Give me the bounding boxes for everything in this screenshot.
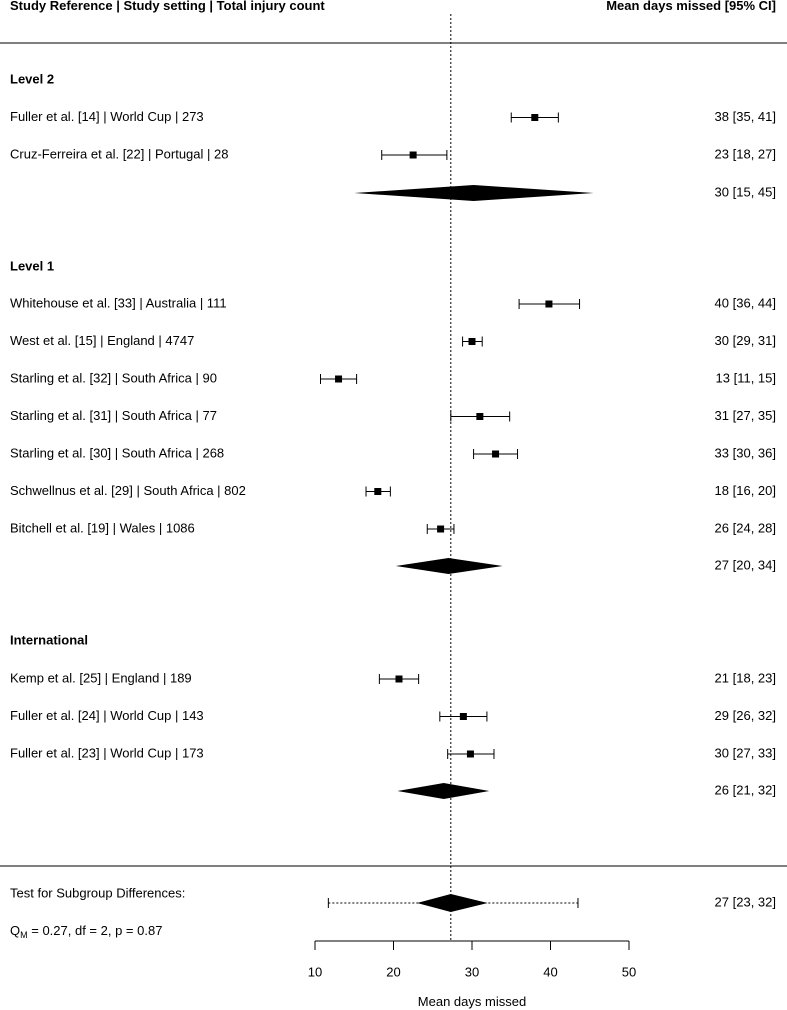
- study-ci-text: 29 [26, 32]: [714, 707, 776, 723]
- study-ci-text: 33 [30, 36]: [714, 445, 776, 461]
- study-label: Fuller et al. [23] | World Cup | 173: [10, 745, 204, 761]
- group-heading: Level 1: [10, 258, 55, 274]
- group-heading: International: [10, 632, 89, 648]
- study-label: Whitehouse et al. [33] | Australia | 111: [10, 295, 227, 311]
- study-ci-text: 40 [36, 44]: [714, 295, 776, 311]
- pooled-ci-text: 30 [15, 45]: [714, 184, 776, 200]
- point-estimate: [492, 451, 499, 458]
- study-label: Fuller et al. [24] | World Cup | 143: [10, 707, 204, 723]
- study-ci-text: 26 [24, 28]: [714, 520, 776, 536]
- pooled-diamond: [396, 558, 503, 574]
- study-label: Schwellnus et al. [29] | South Africa | 802: [10, 482, 246, 498]
- pooled-ci-text: 27 [20, 34]: [714, 557, 776, 573]
- point-estimate: [469, 338, 476, 345]
- pooled-diamond: [397, 783, 489, 799]
- point-estimate: [460, 713, 467, 720]
- subgroup-test-label: Test for Subgroup Differences:: [10, 885, 186, 901]
- study-label: Fuller et al. [14] | World Cup | 273: [10, 108, 204, 124]
- study-ci-text: 30 [29, 31]: [714, 332, 776, 348]
- x-axis-label: Mean days missed: [417, 994, 527, 1009]
- study-ci-text: 21 [18, 23]: [714, 670, 776, 686]
- header-right: Mean days missed [95% CI]: [606, 0, 776, 13]
- study-label: Starling et al. [32] | South Africa | 90: [10, 370, 217, 386]
- study-ci-text: 31 [27, 35]: [714, 407, 776, 423]
- stat-values: = 0.27, df = 2, p = 0.87: [27, 923, 163, 939]
- x-tick-label: 50: [621, 964, 637, 980]
- overall-diamond: [417, 894, 488, 912]
- point-estimate: [335, 376, 342, 383]
- study-ci-text: 23 [18, 27]: [714, 146, 776, 162]
- pooled-ci-text: 27 [23, 32]: [714, 894, 776, 910]
- study-ci-text: 30 [27, 33]: [714, 745, 776, 761]
- study-label: Bitchell et al. [19] | Wales | 1086: [10, 520, 195, 536]
- study-ci-text: 13 [11, 15]: [715, 370, 776, 386]
- pooled-diamond: [354, 185, 593, 201]
- x-tick-label: 30: [464, 964, 480, 980]
- x-tick-label: 20: [386, 964, 401, 980]
- subgroup-statistic: [10, 923, 162, 940]
- study-label: Starling et al. [30] | South Africa | 268: [10, 445, 225, 461]
- point-estimate: [374, 488, 381, 495]
- group-heading: Level 2: [10, 71, 55, 87]
- x-tick-label: 40: [543, 964, 558, 980]
- study-ci-text: 18 [16, 20]: [714, 482, 776, 498]
- header-left: Study Reference | Study setting | Total injury count: [10, 0, 325, 13]
- study-ci-text: 38 [35, 41]: [714, 108, 776, 124]
- point-estimate: [531, 114, 538, 121]
- point-estimate: [467, 751, 474, 758]
- study-label: West et al. [15] | England | 4747: [10, 332, 195, 348]
- study-label: Cruz-Ferreira et al. [22] | Portugal | 28: [10, 146, 229, 162]
- x-tick-label: 10: [307, 964, 323, 980]
- study-label: Starling et al. [31] | South Africa | 77: [10, 407, 217, 423]
- stat-symbol: Q: [10, 923, 21, 939]
- point-estimate: [437, 526, 444, 533]
- point-estimate: [395, 676, 402, 683]
- study-label: Kemp et al. [25] | England | 189: [10, 670, 192, 686]
- point-estimate: [545, 301, 552, 308]
- point-estimate: [410, 152, 417, 159]
- pooled-ci-text: 26 [21, 32]: [714, 782, 776, 798]
- point-estimate: [476, 413, 483, 420]
- stat-subscript: M: [20, 930, 28, 941]
